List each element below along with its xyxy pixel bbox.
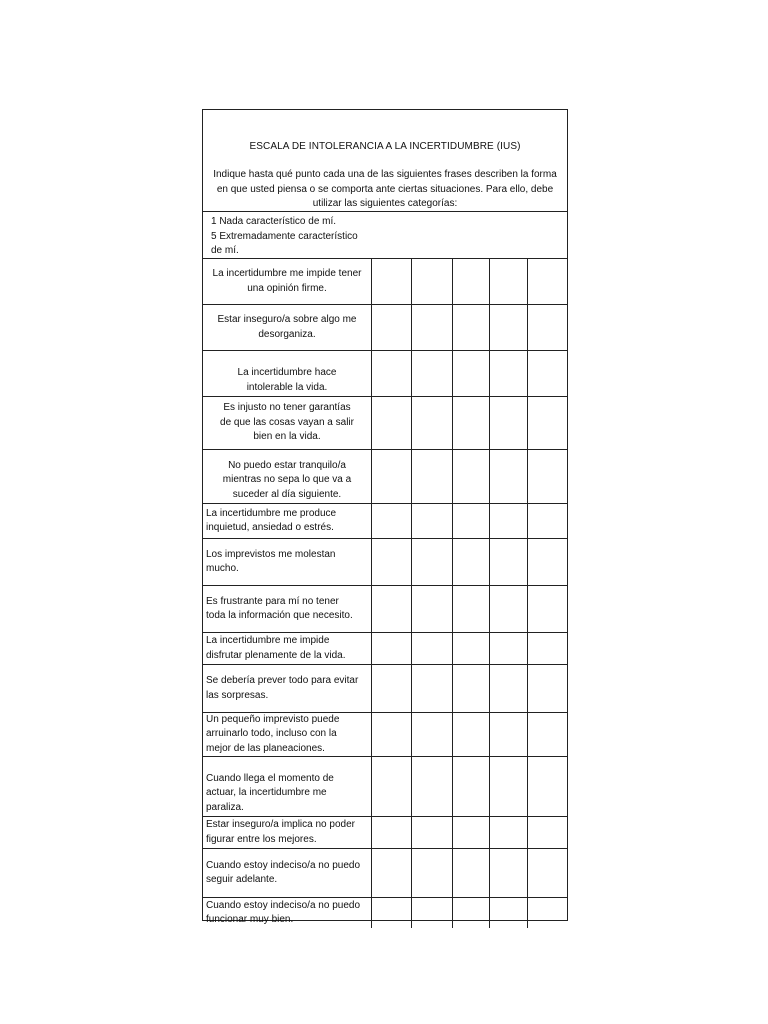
item-statement [203,504,372,538]
rating-cell-3[interactable] [453,504,490,538]
rating-cell-5[interactable] [528,539,567,585]
item-row [203,351,567,397]
instructions [207,168,563,212]
rating-cell-1[interactable] [372,817,412,848]
rating-cell-5[interactable] [528,305,567,350]
rating-cell-3[interactable] [453,849,490,897]
rating-cell-2[interactable] [412,397,453,449]
item-statement [203,586,372,632]
instruction-line: Indique hasta qué punto cada una de las siguientes frases describen la forma [213,169,557,180]
item-statement [203,633,372,664]
item-statement-line: Estar inseguro/a implica no poder [206,819,355,830]
instruction-line: en que usted piensa o se comporta ante ciertas situaciones. Para ello, debe [216,183,554,195]
item-statement [203,849,372,897]
item-statement-line: toda la información que necesito. [206,610,353,621]
item-statement [203,665,372,712]
rating-cell-5[interactable] [528,450,567,503]
item-statement-line: No puedo estar tranquilo/a [228,459,346,471]
rating-cell-1[interactable] [372,633,412,664]
rating-cell-1[interactable] [372,586,412,632]
item-statement [203,450,372,503]
item-row [203,633,567,665]
rating-cell-5[interactable] [528,633,567,664]
rating-cell-5[interactable] [528,259,567,304]
item-statement [203,757,372,816]
rating-cell-2[interactable] [412,757,453,816]
item-statement-line: figurar entre los mejores. [206,833,317,845]
rating-cell-2[interactable] [412,633,453,664]
item-statement-line: La incertidumbre me produce [206,507,337,519]
rating-cell-4[interactable] [490,450,528,503]
item-row [203,504,567,539]
rating-cell-5[interactable] [528,397,567,449]
rating-cell-3[interactable] [453,757,490,816]
item-statement-line: mejor de las planeaciones. [206,742,325,754]
rating-cell-1[interactable] [372,898,412,928]
rating-cell-4[interactable] [490,633,528,664]
rating-cell-5[interactable] [528,586,567,632]
rating-cell-1[interactable] [372,259,412,304]
item-statement-line: las sorpresas. [206,689,269,701]
rating-cell-1[interactable] [372,397,412,449]
item-statement-line: intolerable la vida. [246,381,328,393]
rating-cell-1[interactable] [372,504,412,538]
rating-cell-4[interactable] [490,351,528,396]
rating-cell-5[interactable] [528,713,567,756]
rating-cell-4[interactable] [490,539,528,585]
item-row [203,305,567,351]
item-statement [203,539,372,585]
rating-cell-2[interactable] [412,504,453,538]
rating-cell-5[interactable] [528,665,567,712]
rating-cell-5[interactable] [528,849,567,897]
rating-cell-2[interactable] [412,539,453,585]
rating-cell-5[interactable] [528,757,567,816]
rating-cell-2[interactable] [412,665,453,712]
item-statement [203,713,372,756]
item-row [203,757,567,817]
rating-cell-3[interactable] [453,898,490,928]
item-statement-line: inquietud, ansiedad o estrés. [206,522,334,533]
item-statement-line: actuar, la incertidumbre me [206,787,327,798]
scale-title: ESCALA DE INTOLERANCIA A LA INCERTIDUMBRE (IUS) [249,141,521,152]
item-statement-line: La incertidumbre me impide tener [212,268,362,279]
rating-cell-3[interactable] [453,450,490,503]
rating-cell-3[interactable] [453,397,490,449]
item-statement-line: mucho. [206,563,239,574]
rating-cell-3[interactable] [453,665,490,712]
rating-cell-5[interactable] [528,898,567,928]
item-statement-line: desorganiza. [258,328,316,340]
item-statement-line: paraliza. [206,801,244,813]
item-statement-line: La incertidumbre hace [237,367,337,378]
rating-cell-4[interactable] [490,713,528,756]
item-statement-line: Un pequeño imprevisto puede [206,713,340,725]
item-statement-line: de que las cosas vayan a salir [220,416,354,428]
rating-cell-3[interactable] [453,351,490,396]
rating-cell-3[interactable] [453,259,490,304]
rating-cell-1[interactable] [372,757,412,816]
questionnaire-table [202,109,568,925]
item-row [203,849,567,898]
rating-cell-2[interactable] [412,351,453,396]
rating-cell-2[interactable] [412,450,453,503]
rating-cell-4[interactable] [490,305,528,350]
item-statement-line: mientras no sepa lo que va a [222,474,352,485]
item-statement-line: Es frustrante para mí no tener [206,595,339,607]
item-row [203,713,567,757]
rating-cell-2[interactable] [412,849,453,897]
item-statement-line: una opinión firme. [247,282,327,294]
rating-cell-1[interactable] [372,305,412,350]
rating-cell-2[interactable] [412,817,453,848]
item-row [203,898,567,928]
category-line: 5 Extremadamente característico [211,231,358,242]
rating-cell-2[interactable] [412,713,453,756]
item-statement [203,305,372,350]
rating-cell-2[interactable] [412,259,453,304]
rating-cell-3[interactable] [453,586,490,632]
rating-cell-1[interactable] [372,351,412,396]
rating-cell-2[interactable] [412,586,453,632]
rating-cell-2[interactable] [412,898,453,928]
item-statement-line: Cuando estoy indeciso/a no puedo [206,899,361,911]
item-statement-line: Cuando estoy indeciso/a no puedo [206,859,361,871]
rating-cell-1[interactable] [372,450,412,503]
instruction-line: utilizar las siguientes categorías: [312,198,458,209]
rating-cell-4[interactable] [490,259,528,304]
rating-cell-1[interactable] [372,665,412,712]
item-statement [203,259,372,304]
item-row [203,539,567,586]
item-statement-line: Estar inseguro/a sobre algo me [217,314,357,325]
rating-cell-2[interactable] [412,305,453,350]
item-statement-line: Se debería prever todo para evitar [206,675,359,686]
rating-cell-4[interactable] [490,817,528,848]
rating-cell-5[interactable] [528,817,567,848]
rating-cell-5[interactable] [528,351,567,396]
rating-cell-4[interactable] [490,397,528,449]
item-row [203,397,567,450]
rating-cell-1[interactable] [372,713,412,756]
rating-cell-4[interactable] [490,898,528,928]
category-line: de mí. [211,245,239,256]
item-row [203,817,567,849]
rating-cell-1[interactable] [372,539,412,585]
item-statement-line: funcionar muy bien. [206,914,294,925]
item-statement [203,817,372,848]
item-statement-line: Cuando llega el momento de [206,772,334,784]
rating-cell-4[interactable] [490,504,528,538]
rating-cell-4[interactable] [490,757,528,816]
rating-cell-1[interactable] [372,849,412,897]
item-statement [203,898,372,928]
rating-cell-4[interactable] [490,849,528,897]
item-statement-line: seguir adelante. [206,874,278,885]
item-row [203,259,567,305]
categories-cell [203,212,567,259]
rating-cell-5[interactable] [528,504,567,538]
rating-cell-4[interactable] [490,665,528,712]
item-statement-line: bien en la vida. [253,431,321,443]
item-statement-line: disfrutar plenamente de la vida. [206,649,346,661]
rating-cell-3[interactable] [453,305,490,350]
item-statement [203,351,372,396]
item-statement-line: suceder al día siguiente. [232,488,342,500]
item-row [203,665,567,713]
item-row [203,450,567,504]
rating-cell-3[interactable] [453,713,490,756]
item-row [203,586,567,633]
rating-cell-4[interactable] [490,586,528,632]
item-statement-line: arruinarlo todo, incluso con la [206,728,337,740]
item-statement [203,397,372,449]
rating-cell-3[interactable] [453,633,490,664]
rating-cell-3[interactable] [453,817,490,848]
item-statement-line: Es injusto no tener garantías [223,402,351,414]
item-statement-line: Los imprevistos me molestan [206,548,336,560]
header-cell [203,110,567,212]
rating-cell-3[interactable] [453,539,490,585]
category-line: 1 Nada característico de mí. [211,216,337,227]
item-statement-line: La incertidumbre me impide [206,635,330,646]
